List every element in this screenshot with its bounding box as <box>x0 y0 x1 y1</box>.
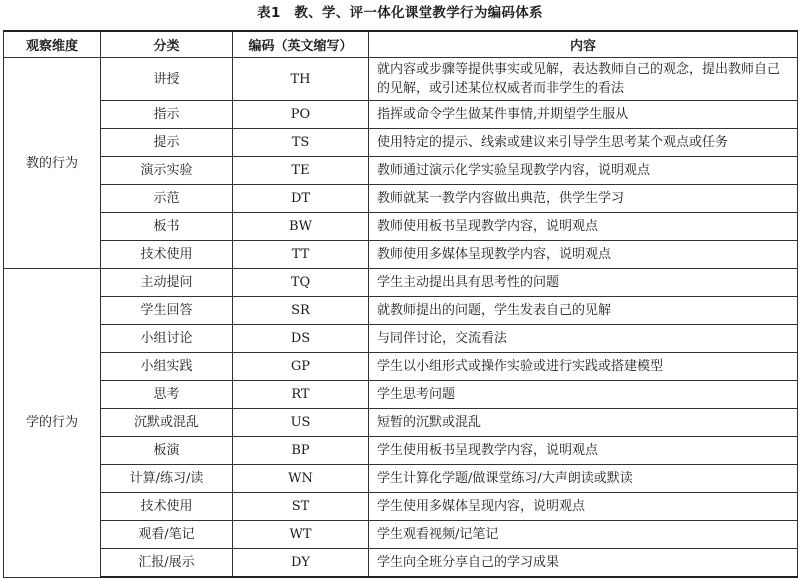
category-cell: 演示实验 <box>101 157 233 185</box>
table-row <box>4 465 798 493</box>
table-row <box>4 409 798 437</box>
category-cell: 汇报/展示 <box>101 549 233 578</box>
content-cell: 教师使用板书呈现教学内容，说明观点 <box>369 213 798 241</box>
content-cell: 使用特定的提示、线索或建议来引导学生思考某个观点或任务 <box>369 129 798 157</box>
category-cell: 板演 <box>101 437 233 465</box>
category-cell: 学生回答 <box>101 297 233 325</box>
category-cell: 主动提问 <box>101 269 233 297</box>
content-cell: 学生以小组形式或操作实验或进行实践或搭建模型 <box>369 353 798 381</box>
category-cell: 讲授 <box>101 58 233 101</box>
category-cell: 板书 <box>101 213 233 241</box>
table-row <box>4 437 798 465</box>
header-row <box>4 31 798 58</box>
code-cell: BW <box>233 213 369 241</box>
table-row <box>4 381 798 409</box>
content-cell: 学生向全班分享自己的学习成果 <box>369 549 798 578</box>
dimension-cell-teaching: 教的行为 <box>4 58 101 269</box>
code-cell: TE <box>233 157 369 185</box>
table-row <box>4 549 798 578</box>
category-cell: 小组讨论 <box>101 325 233 353</box>
code-cell: PO <box>233 101 369 129</box>
category-cell: 示范 <box>101 185 233 213</box>
content-cell: 学生主动提出具有思考性的问题 <box>369 269 798 297</box>
content-cell: 教师通过演示化学实验呈现教学内容，说明观点 <box>369 157 798 185</box>
content-cell: 就教师提出的问题，学生发表自己的见解 <box>369 297 798 325</box>
code-cell: TT <box>233 241 369 269</box>
table-row <box>4 297 798 325</box>
category-cell: 技术使用 <box>101 241 233 269</box>
table-row <box>4 157 798 185</box>
table-row <box>4 129 798 157</box>
content-cell: 就内容或步骤等提供事实或见解，表达教师自己的观念，提出教师自己的见解，或引述某位权威者而非学生的看法 <box>369 58 798 101</box>
code-cell: DS <box>233 325 369 353</box>
dimension-cell-learning: 学的行为 <box>4 269 101 578</box>
category-cell: 思考 <box>101 381 233 409</box>
code-cell: TQ <box>233 269 369 297</box>
code-cell: TH <box>233 58 369 101</box>
category-cell: 指示 <box>101 101 233 129</box>
code-cell: DT <box>233 185 369 213</box>
table-row <box>4 58 798 101</box>
code-cell: US <box>233 409 369 437</box>
code-cell: DY <box>233 549 369 578</box>
table-row <box>4 521 798 549</box>
code-cell: WN <box>233 465 369 493</box>
content-cell: 学生使用多媒体呈现内容，说明观点 <box>369 493 798 521</box>
category-cell: 提示 <box>101 129 233 157</box>
content-cell: 指挥或命令学生做某件事情,并期望学生服从 <box>369 101 798 129</box>
header-category: 分类 <box>101 31 233 58</box>
table-row <box>4 213 798 241</box>
table-row <box>4 269 798 297</box>
table-caption: 表1 教、学、评一体化课堂教学行为编码体系 <box>257 5 543 21</box>
code-cell: WT <box>233 521 369 549</box>
category-cell: 小组实践 <box>101 353 233 381</box>
content-cell: 教师就某一教学内容做出典范，供学生学习 <box>369 185 798 213</box>
category-cell: 技术使用 <box>101 493 233 521</box>
content-cell: 与同伴讨论，交流看法 <box>369 325 798 353</box>
content-cell: 学生计算化学题/做课堂练习/大声朗读或默读 <box>369 465 798 493</box>
code-cell: RT <box>233 381 369 409</box>
category-cell: 观看/笔记 <box>101 521 233 549</box>
header-dimension: 观察维度 <box>4 31 101 58</box>
content-cell: 学生思考问题 <box>369 381 798 409</box>
table-row <box>4 241 798 269</box>
content-cell: 短暂的沉默或混乱 <box>369 409 798 437</box>
table-row <box>4 185 798 213</box>
code-cell: ST <box>233 493 369 521</box>
table-row <box>4 353 798 381</box>
header-code: 编码（英文缩写） <box>233 31 369 58</box>
code-cell: TS <box>233 129 369 157</box>
category-cell: 计算/练习/读 <box>101 465 233 493</box>
code-cell: GP <box>233 353 369 381</box>
content-cell: 教师使用多媒体呈现教学内容，说明观点 <box>369 241 798 269</box>
table-row <box>4 493 798 521</box>
header-content: 内容 <box>369 31 798 58</box>
content-cell: 学生观看视频/记笔记 <box>369 521 798 549</box>
content-cell: 学生使用板书呈现教学内容，说明观点 <box>369 437 798 465</box>
code-cell: SR <box>233 297 369 325</box>
code-cell: BP <box>233 437 369 465</box>
coding-table <box>3 30 798 578</box>
table-row <box>4 325 798 353</box>
table-row <box>4 101 798 129</box>
category-cell: 沉默或混乱 <box>101 409 233 437</box>
